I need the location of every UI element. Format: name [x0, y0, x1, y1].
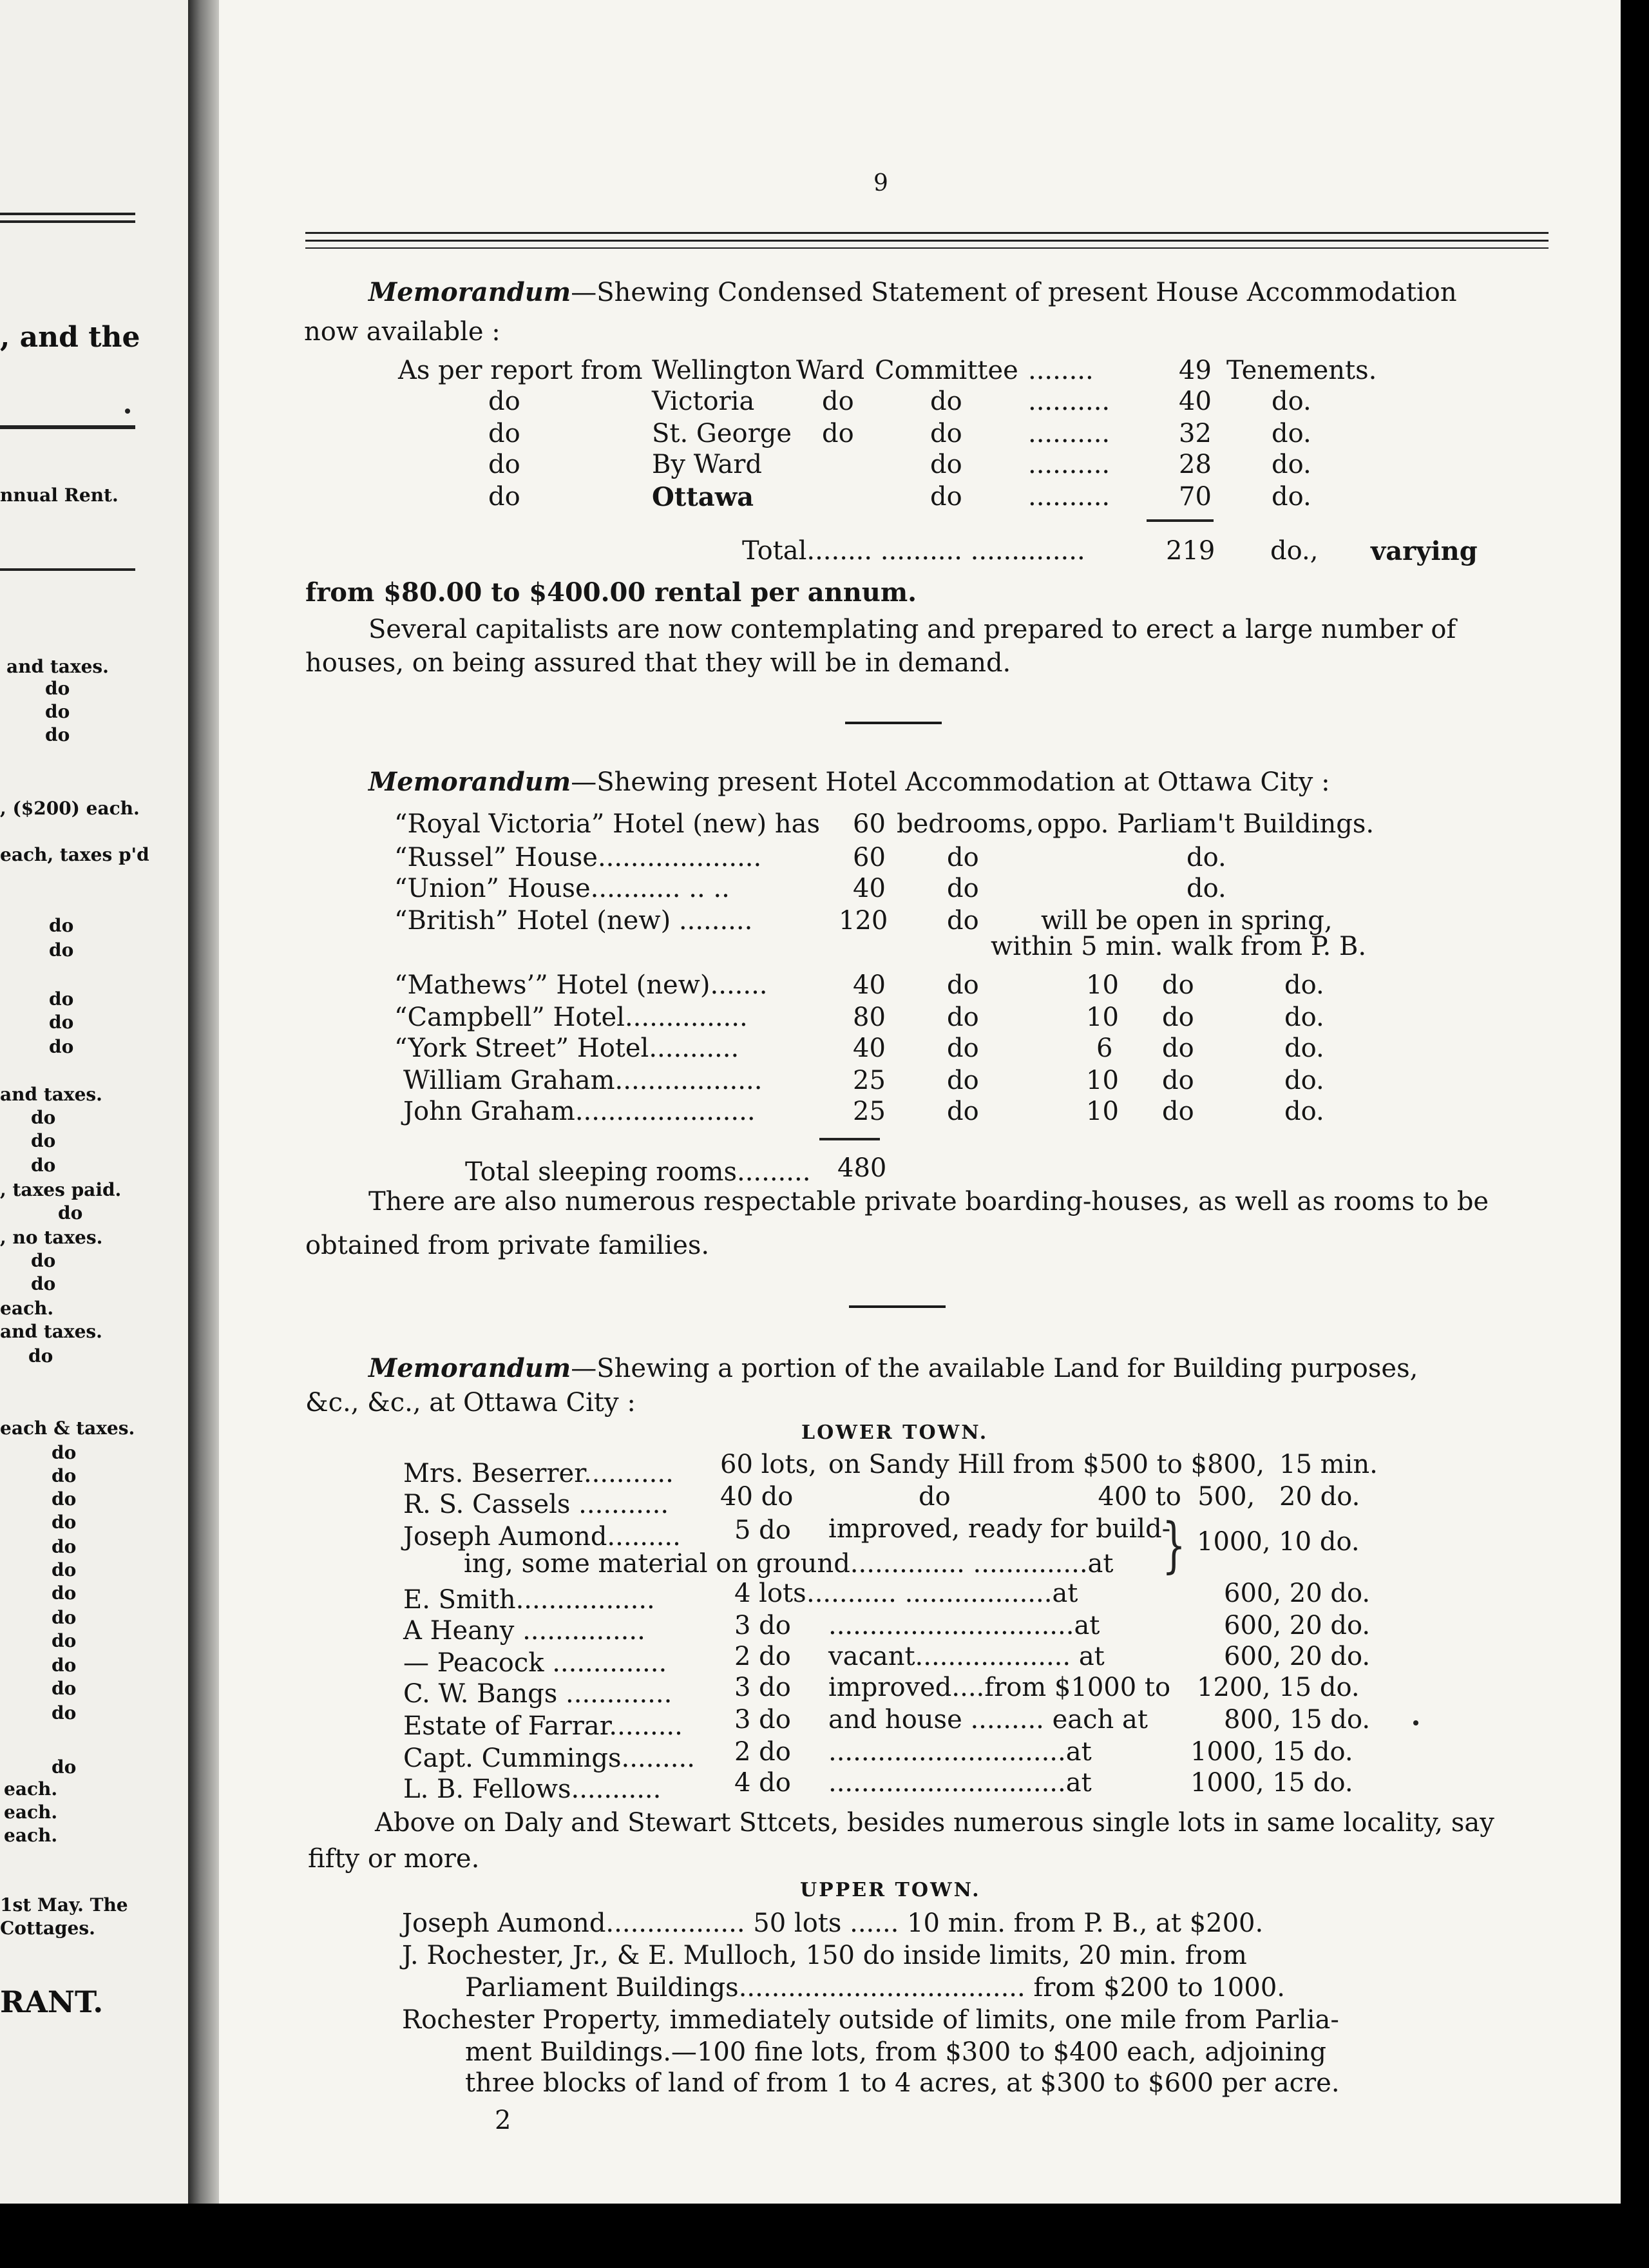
memo1-row-unit: do. — [1272, 450, 1311, 479]
hotel-name: “Campbell” Hotel............... — [394, 1003, 748, 1032]
hotel-col3: do — [1162, 1033, 1194, 1063]
land-owner: A Heany ............... — [403, 1616, 645, 1646]
page-number: 9 — [873, 170, 888, 197]
memo1-row-c1: Ward — [796, 356, 865, 385]
memo2-title-rest: —Shewing present Hotel Accommodation at Ottawa City : — [571, 767, 1330, 797]
memo1-row-prefix: As per report from — [398, 356, 643, 385]
left-fragment: do — [28, 1345, 53, 1367]
hotel-name: “Russel” House.................... — [394, 843, 762, 872]
hotel-col2: 10 — [1086, 1097, 1119, 1126]
hotel-rooms: 25 — [853, 1097, 886, 1126]
memo1-row-c2: Committee — [875, 356, 1018, 385]
hotel-col4: do. — [1284, 1066, 1324, 1095]
land-desc: ..............................at — [828, 1611, 1100, 1640]
memo1-row-dots: ........ — [1028, 356, 1094, 385]
hotel-col1: do — [947, 1003, 979, 1032]
memo1-varying: varying — [1371, 536, 1478, 566]
hotel-col2: 6 — [1096, 1033, 1113, 1063]
left-fragment: do — [31, 1107, 56, 1128]
memo3-above-line2: fifty or more. — [308, 1844, 480, 1874]
memo1-row-c2: do — [930, 482, 962, 512]
hotel-col3: do — [1162, 970, 1194, 1000]
hotel-col2: will be open in spring, — [1041, 906, 1333, 936]
land-desc: ........... ..................at — [806, 1579, 1078, 1608]
hotel-col2: within 5 min. walk from P. B. — [991, 932, 1367, 961]
hotel-name: “Union” House........... .. .. — [394, 874, 730, 903]
memo1-title-line2: now available : — [304, 317, 500, 347]
hotel-col1: bedrooms, — [897, 809, 1034, 839]
left-fragment: do — [52, 1559, 77, 1581]
land-lots: 3 do — [734, 1673, 791, 1702]
left-fragment: do — [52, 1678, 77, 1699]
left-fragment: each. — [4, 1825, 58, 1846]
memo3-title — [368, 1353, 1418, 1383]
land-lots: 3 do — [734, 1705, 791, 1735]
hotel-col3: do — [1162, 1003, 1194, 1032]
hotel-col2: 10 — [1086, 1066, 1119, 1095]
brace-symbol: } — [1162, 1510, 1186, 1581]
upper-town-line: J. Rochester, Jr., & E. Mulloch, 150 do inside limits, 20 min. from — [402, 1941, 1247, 1970]
left-fragment: do — [52, 1442, 77, 1463]
main-page — [219, 0, 1621, 2204]
memo1-row-prefix: do — [488, 482, 520, 512]
hotel-col1: do — [947, 1033, 979, 1063]
memo1-row-ward: Victoria — [652, 387, 755, 416]
land-minutes: 1200, 15 do. — [1197, 1673, 1360, 1702]
left-fragment: 1st May. The — [0, 1894, 128, 1916]
land-minutes: 600, 20 do. — [1224, 1642, 1371, 1671]
lower-town-heading: LOWER TOWN. — [801, 1421, 989, 1444]
hotel-col3: do. — [1187, 843, 1226, 872]
left-rule — [0, 425, 135, 429]
hotel-name: John Graham...................... — [403, 1097, 756, 1126]
memo1-row-ward: Ottawa — [652, 482, 754, 512]
hotel-col1: do — [947, 906, 979, 936]
memo2-paragraph-line1: There are also numerous respectable private boarding-houses, as well as rooms to be — [368, 1187, 1489, 1216]
hotel-rooms: 40 — [853, 970, 886, 1000]
book-gutter — [188, 0, 219, 2204]
left-facing-page — [0, 0, 188, 2204]
upper-town-line: three blocks of land of from 1 to 4 acres, at $300 to $600 per acre. — [465, 2068, 1340, 2098]
memo1-row-ward: By Ward — [652, 450, 762, 479]
land-owner: — Peacock .............. — [403, 1648, 667, 1678]
scan-border-bottom — [0, 2204, 1649, 2268]
memo1-total-unit: do., — [1270, 536, 1319, 566]
signature-mark: 2 — [495, 2106, 511, 2135]
hotel-col1: do — [947, 1097, 979, 1126]
memo1-row-unit: Tenements. — [1226, 356, 1377, 385]
left-fragment: do — [31, 1155, 56, 1176]
left-fragment: , ($200) each. — [0, 798, 140, 819]
left-fragment: do — [52, 1607, 77, 1628]
section-divider — [845, 722, 942, 724]
header-rule — [305, 232, 1549, 234]
land-lots: 2 do — [734, 1737, 791, 1767]
land-minutes: 600, 20 do. — [1224, 1579, 1371, 1608]
land-owner: C. W. Bangs ............. — [403, 1679, 672, 1709]
upper-town-heading: UPPER TOWN. — [800, 1879, 981, 1901]
hotel-rooms: 25 — [853, 1066, 886, 1095]
left-fragment: do — [52, 1582, 77, 1604]
left-fragment: do — [49, 988, 74, 1010]
hotel-rooms: 60 — [853, 809, 886, 839]
land-desc: .............................at — [828, 1737, 1092, 1767]
hotel-col4: do. — [1284, 1097, 1324, 1126]
left-fragment: do — [45, 678, 70, 699]
hotel-name: “Royal Victoria” Hotel (new) has — [394, 809, 821, 839]
land-lots: 60 lots, — [720, 1450, 817, 1479]
land-desc: do 400 to 500, — [919, 1482, 1255, 1512]
left-fragment: each. — [4, 1802, 58, 1823]
left-fragment: do — [45, 701, 70, 722]
memo1-total-num: 219 — [1166, 536, 1215, 566]
memo1-row-dots: .......... — [1028, 387, 1110, 416]
land-minutes: 1000, 15 do. — [1190, 1737, 1353, 1767]
memo1-row-num: 40 — [1179, 387, 1212, 416]
land-lots: 2 do — [734, 1642, 791, 1671]
land-lots: 4 do — [734, 1768, 791, 1798]
left-fragment: Cottages. — [0, 1917, 95, 1939]
hotel-col1: do — [947, 843, 979, 872]
upper-town-line: Parliament Buildings................................... from $200 to 1000. — [465, 1973, 1285, 2003]
left-fragment: do — [52, 1756, 77, 1778]
land-desc: improved....from $1000 to — [828, 1673, 1171, 1702]
memo1-row-c2: do — [930, 387, 962, 416]
memo1-row-dots: .......... — [1028, 450, 1110, 479]
memo2-paragraph-line2: obtained from private families. — [305, 1231, 710, 1260]
memo2-title — [368, 767, 1330, 797]
left-fragment: do — [52, 1630, 77, 1651]
left-fragment: and taxes. — [0, 1084, 102, 1105]
land-owner: Capt. Cummings......... — [403, 1744, 695, 1773]
upper-town-line: ment Buildings.—100 fine lots, from $300 to $400 each, adjoining — [465, 2037, 1327, 2067]
hotel-name: “British” Hotel (new) ......... — [394, 906, 753, 936]
left-fragment: do — [52, 1655, 77, 1676]
land-owner: Joseph Aumond......... — [403, 1522, 681, 1552]
land-desc: and house ......... each at — [828, 1705, 1148, 1735]
left-fragment: do — [58, 1202, 83, 1224]
hotel-col3: do — [1162, 1097, 1194, 1126]
hotel-name: “Mathews’” Hotel (new)....... — [394, 970, 768, 1000]
left-fragment: do — [52, 1465, 77, 1486]
memo1-title-rest: —Shewing Condensed Statement of present House Accommodation — [571, 278, 1457, 307]
land-minutes: 1000, 15 do. — [1190, 1768, 1353, 1798]
land-minutes: 20 do. — [1279, 1482, 1360, 1512]
left-fragment: , and the — [0, 321, 140, 354]
memo1-row-num: 70 — [1179, 482, 1212, 512]
left-rule — [0, 568, 135, 571]
stray-mark — [1413, 1720, 1418, 1725]
left-fragment: and taxes. — [6, 656, 109, 677]
memo1-row-prefix: do — [488, 419, 520, 448]
hotel-col1: do — [947, 874, 979, 903]
land-owner: E. Smith................. — [403, 1585, 655, 1615]
left-fragment: do — [52, 1536, 77, 1557]
memo1-row-c2: do — [930, 419, 962, 448]
land-minutes: 15 min. — [1279, 1450, 1378, 1479]
land-minutes: 800, 15 do. — [1224, 1705, 1371, 1735]
hotel-col2: 10 — [1086, 970, 1119, 1000]
land-desc: improved, ready for build- — [828, 1514, 1171, 1544]
land-lots: 4 lots — [734, 1579, 806, 1608]
land-lots: 40 do — [720, 1482, 794, 1512]
memo1-from-line: from $80.00 to $400.00 rental per annum. — [305, 577, 917, 608]
left-fragment: , taxes paid. — [0, 1179, 122, 1200]
memo1-row-dots: .......... — [1028, 419, 1110, 448]
left-fragment: do — [49, 939, 74, 961]
memo1-title-italic: Memorandum — [368, 277, 571, 307]
memo3-title-rest: —Shewing a portion of the available Land for Building purposes, — [571, 1354, 1418, 1383]
hotel-col2: 10 — [1086, 1003, 1119, 1032]
left-fragment: nnual Rent. — [0, 485, 119, 506]
hotel-col1: do — [947, 970, 979, 1000]
hotel-name: William Graham.................. — [403, 1066, 763, 1095]
left-fragment: each & taxes. — [0, 1418, 135, 1439]
left-fragment: each, taxes p'd — [0, 844, 149, 865]
left-fragment: each. — [0, 1298, 54, 1319]
hotel-rooms: 40 — [853, 1033, 886, 1063]
left-rule — [0, 213, 135, 215]
left-fragment: each. — [4, 1778, 58, 1800]
land-owner: Estate of Farrar......... — [403, 1711, 683, 1741]
memo1-row-unit: do. — [1272, 387, 1311, 416]
left-fragment: do — [52, 1702, 77, 1724]
scan-border-right — [1621, 0, 1649, 2204]
header-rule — [305, 240, 1549, 242]
memo1-paragraph-line1: Several capitalists are now contemplating and prepared to erect a large number of — [368, 615, 1456, 644]
left-fragment: RANT. — [0, 1984, 104, 2019]
memo1-paragraph-line2: houses, on being assured that they will be in demand. — [305, 648, 1011, 678]
left-fragment: do — [49, 1036, 74, 1057]
hotel-rooms: 120 — [839, 906, 888, 936]
upper-town-line: Rochester Property, immediately outside of limits, one mile from Parlia- — [402, 2005, 1339, 2035]
memo2-title-italic: Memorandum — [368, 767, 571, 797]
hotel-col4: do. — [1284, 970, 1324, 1000]
memo1-row-unit: do. — [1272, 419, 1311, 448]
land-owner: L. B. Fellows........... — [403, 1774, 662, 1804]
memo1-row-unit: do. — [1272, 482, 1311, 512]
memo1-row-prefix: do — [488, 450, 520, 479]
upper-town-line: Joseph Aumond................. 50 lots ...... 10 min. from P. B., at $200. — [402, 1908, 1264, 1938]
memo3-title-line2: &c., &c., at Ottawa City : — [305, 1388, 636, 1418]
land-desc: .............................at — [828, 1768, 1092, 1798]
memo2-total-num: 480 — [837, 1153, 887, 1183]
land-desc: on Sandy Hill from $500 to $800, — [828, 1450, 1265, 1479]
left-fragment: do — [45, 724, 70, 745]
hotel-rooms: 80 — [853, 1003, 886, 1032]
left-rule — [0, 220, 135, 223]
hotel-rooms: 60 — [853, 843, 886, 872]
left-dot — [125, 408, 130, 414]
hotel-col4: do. — [1284, 1003, 1324, 1032]
left-fragment: do — [49, 915, 74, 936]
memo2-sum-rule — [819, 1138, 880, 1140]
memo1-row-dots: .......... — [1028, 482, 1110, 512]
left-fragment: do — [52, 1512, 77, 1533]
land-lots: 3 do — [734, 1611, 791, 1640]
left-fragment: do — [49, 1012, 74, 1033]
land-owner: Mrs. Beserrer........... — [403, 1459, 674, 1488]
land-minutes: 600, 20 do. — [1224, 1611, 1371, 1640]
memo1-row-c1: do — [822, 419, 854, 448]
hotel-rooms: 40 — [853, 874, 886, 903]
memo3-title-italic: Memorandum — [368, 1353, 571, 1383]
left-fragment: do — [52, 1488, 77, 1510]
header-rule — [305, 247, 1549, 249]
memo1-row-c2: do — [930, 450, 962, 479]
left-fragment: do — [31, 1273, 56, 1294]
left-fragment: and taxes. — [0, 1321, 102, 1342]
hotel-name: “York Street” Hotel........... — [394, 1033, 739, 1063]
left-fragment: do — [31, 1130, 56, 1151]
memo1-row-ward: Wellington — [652, 356, 792, 385]
land-lots: 5 do — [734, 1515, 791, 1545]
land-desc: vacant................... at — [828, 1642, 1105, 1671]
left-fragment: do — [31, 1250, 56, 1271]
memo1-row-num: 49 — [1179, 356, 1212, 385]
memo1-row-c1: do — [822, 387, 854, 416]
memo1-row-ward: St. George — [652, 419, 792, 448]
memo1-total-label: Total........ .......... .............. — [742, 536, 1085, 566]
memo1-row-prefix: do — [488, 387, 520, 416]
land-desc: ing, some material on ground.............. ..............at — [464, 1549, 1114, 1579]
hotel-col3: do — [1162, 1066, 1194, 1095]
memo1-row-num: 28 — [1179, 450, 1212, 479]
memo2-total-label: Total sleeping rooms......... — [465, 1157, 811, 1187]
hotel-col3: do. — [1187, 874, 1226, 903]
memo1-title — [368, 277, 1457, 307]
memo1-sum-rule — [1147, 519, 1214, 522]
land-owner: R. S. Cassels ........... — [403, 1490, 669, 1519]
hotel-col1: do — [947, 1066, 979, 1095]
memo1-row-num: 32 — [1179, 419, 1212, 448]
aumond-total: 1000, 10 do. — [1197, 1527, 1360, 1557]
left-fragment: , no taxes. — [0, 1227, 103, 1248]
memo3-above-line1: Above on Daly and Stewart Sttcets, besides numerous single lots in same locality, say — [375, 1808, 1494, 1838]
hotel-col4: do. — [1284, 1033, 1324, 1063]
hotel-col2: oppo. Parliam't Buildings. — [1037, 809, 1375, 839]
section-divider — [849, 1305, 946, 1308]
